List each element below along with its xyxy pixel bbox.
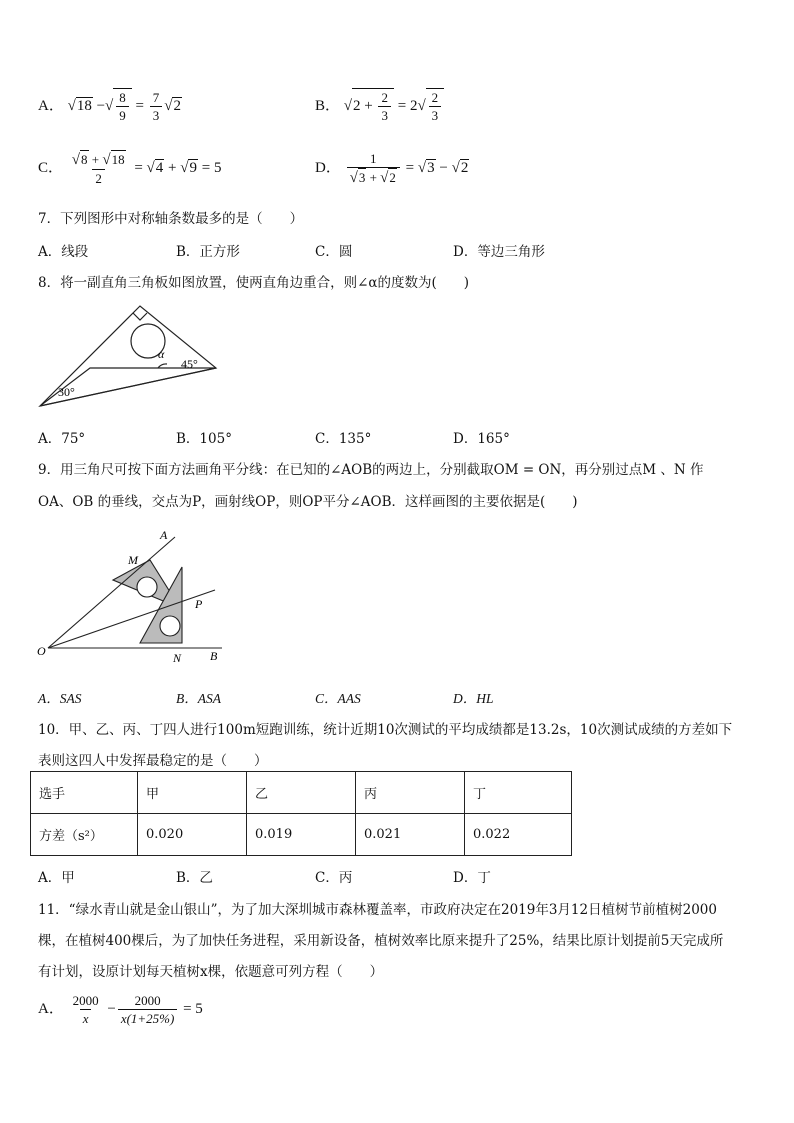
q9-option-c[interactable]: C．AAS	[315, 691, 361, 706]
fraction-numerator: 2000	[72, 993, 99, 1008]
table-cell: 丙	[356, 772, 465, 814]
q10-option-a[interactable]: A．甲	[38, 870, 75, 886]
q7-option-b[interactable]: B．正方形	[176, 244, 240, 260]
table-cell: 丁	[465, 772, 572, 814]
radicand: 2	[173, 97, 181, 114]
label-p: P	[195, 597, 203, 611]
q6-option-b[interactable]: B． √2 + $\frac{2}{3}$ = 2√ $\frac{2}{3}$	[315, 88, 444, 124]
q8-option-a[interactable]: A．75°	[38, 431, 86, 447]
q11-line2: 棵，在植树400棵后，为了加快任务进程，采用新设备，植树效率比原来提升了25%，结果比原计划提前5天完成所	[38, 933, 724, 949]
radicand: 3	[358, 170, 366, 185]
radicand: 9	[189, 159, 197, 176]
fraction-numerator: 2	[381, 90, 388, 105]
table-cell: 0.020	[138, 814, 247, 856]
triangle-hole-lower	[160, 616, 180, 636]
q6-option-a[interactable]: A． √18 −√ $\frac{8}{9}$ = $\frac{7}{3}$ √2	[38, 90, 181, 123]
fraction-denominator: x(1+25%)	[118, 1009, 178, 1027]
ray-op	[48, 590, 215, 648]
radicand: 4	[155, 159, 164, 176]
fraction-numerator: 2	[431, 90, 439, 105]
option-letter: B．	[315, 97, 341, 114]
option-letter: A．	[38, 1000, 64, 1017]
q7-option-c[interactable]: C．圆	[315, 244, 353, 260]
alpha-label: α	[158, 347, 165, 361]
equation-result: = 5	[201, 159, 222, 176]
q9-figure	[30, 525, 230, 670]
q8-option-c[interactable]: C．135°	[315, 431, 372, 447]
fraction-denominator: 2	[92, 169, 105, 187]
variance-table	[30, 771, 572, 856]
q6-option-c[interactable]: C． $\frac{√8 + √18}{2}$ = √4 + √9 = 5	[38, 152, 222, 186]
q10-option-c[interactable]: C．丙	[315, 870, 353, 886]
angle-45-label: 45°	[181, 357, 198, 371]
alpha-arc	[158, 364, 167, 368]
fraction-denominator: 3	[378, 106, 391, 124]
radicand: 18	[76, 97, 92, 114]
table-cell: 0.019	[247, 814, 356, 856]
table-cell: 乙	[247, 772, 356, 814]
option-letter: D．	[315, 159, 341, 176]
table-cell: 选手	[31, 772, 138, 814]
radicand: 2	[460, 159, 469, 176]
option-letter: A．	[38, 97, 64, 114]
q7-option-d[interactable]: D．等边三角形	[453, 244, 545, 260]
q10-option-d[interactable]: D．丁	[453, 870, 491, 886]
equals-sign: =	[397, 97, 407, 114]
q9-option-b[interactable]: B．ASA	[176, 691, 221, 706]
table-header-row	[31, 772, 572, 814]
equation-result: = 5	[183, 1000, 203, 1017]
q6-option-d[interactable]: D． $\frac{1}{√3 + √2}$ = √3 − √2	[315, 151, 469, 186]
q10-option-b[interactable]: B．乙	[176, 870, 213, 886]
table-row	[31, 814, 572, 856]
angle-30-label: 30°	[58, 385, 75, 399]
label-m: M	[128, 553, 138, 567]
radicand: 2	[389, 170, 396, 185]
fraction-numerator: 8	[119, 90, 126, 105]
fraction-denominator: 3	[429, 106, 442, 124]
q11-line3: 有计划，设原计划每天植树x棵，依题意可列方程（ ）	[38, 964, 384, 980]
fraction-denominator: 9	[116, 106, 129, 124]
q7-stem: 7．下列图形中对称轴条数最多的是（ ）	[38, 211, 304, 227]
fraction-denominator: 3	[150, 106, 163, 124]
q8-stem: 8．将一副直角三角板如图放置，使两直角边重合，则∠α的度数为( )	[38, 275, 470, 291]
radicand: 3	[427, 159, 435, 176]
fraction-denominator: x	[80, 1009, 92, 1027]
coefficient: 2	[409, 97, 418, 114]
q10-line2: 表则这四人中发挥最稳定的是（ ）	[38, 753, 268, 769]
q9-line2: OA、OB 的垂线，交点为P，画射线OP，则OP平分∠AOB．这样画图的主要依据是( )	[38, 494, 578, 510]
label-a: A	[160, 528, 168, 542]
fraction-numerator: 2000	[134, 993, 161, 1008]
table-cell: 0.021	[356, 814, 465, 856]
q11-line1: 11．“绿水青山就是金山银山”，为了加大深圳城市森林覆盖率，市政府决定在2019年3月12日植树节前植树2000	[38, 902, 717, 918]
radicand: 2	[353, 97, 361, 114]
q11-option-a[interactable]: A． $\frac{2000}{x}$ − $\frac{2000}{x(1+25\%)}$ = 5	[38, 993, 203, 1026]
table-cell: 甲	[138, 772, 247, 814]
triangle-hole-upper	[137, 577, 157, 597]
label-o: O	[37, 644, 46, 658]
equals-sign: =	[135, 97, 144, 114]
q7-option-a[interactable]: A．线段	[38, 244, 89, 260]
option-letter: C．	[38, 159, 64, 176]
label-n: N	[173, 651, 182, 665]
table-cell: 方差（s²）	[31, 814, 138, 856]
radicand: 8	[81, 152, 88, 167]
q10-line1: 10．甲、乙、丙、丁四人进行100m短跑训练，统计近期10次测试的平均成绩都是13.2s，10次测试成绩的方差如下	[38, 722, 733, 738]
fraction-numerator: 7	[152, 90, 160, 105]
table-cell: 0.022	[465, 814, 572, 856]
q8-figure	[30, 298, 230, 413]
q9-option-a[interactable]: A．SAS	[38, 691, 82, 706]
fraction-numerator: 1	[370, 151, 377, 166]
radicand: 18	[111, 152, 125, 167]
q8-option-d[interactable]: D．165°	[453, 431, 510, 447]
q9-line1: 9．用三角尺可按下面方法画角平分线：在已知的∠AOB的两边上，分别截取OM = ON，再分别过点M 、N 作	[38, 462, 704, 478]
label-b: B	[210, 649, 218, 663]
q8-option-b[interactable]: B．105°	[176, 431, 232, 447]
q9-option-d[interactable]: D．HL	[453, 691, 494, 706]
right-angle-mark	[133, 313, 147, 320]
